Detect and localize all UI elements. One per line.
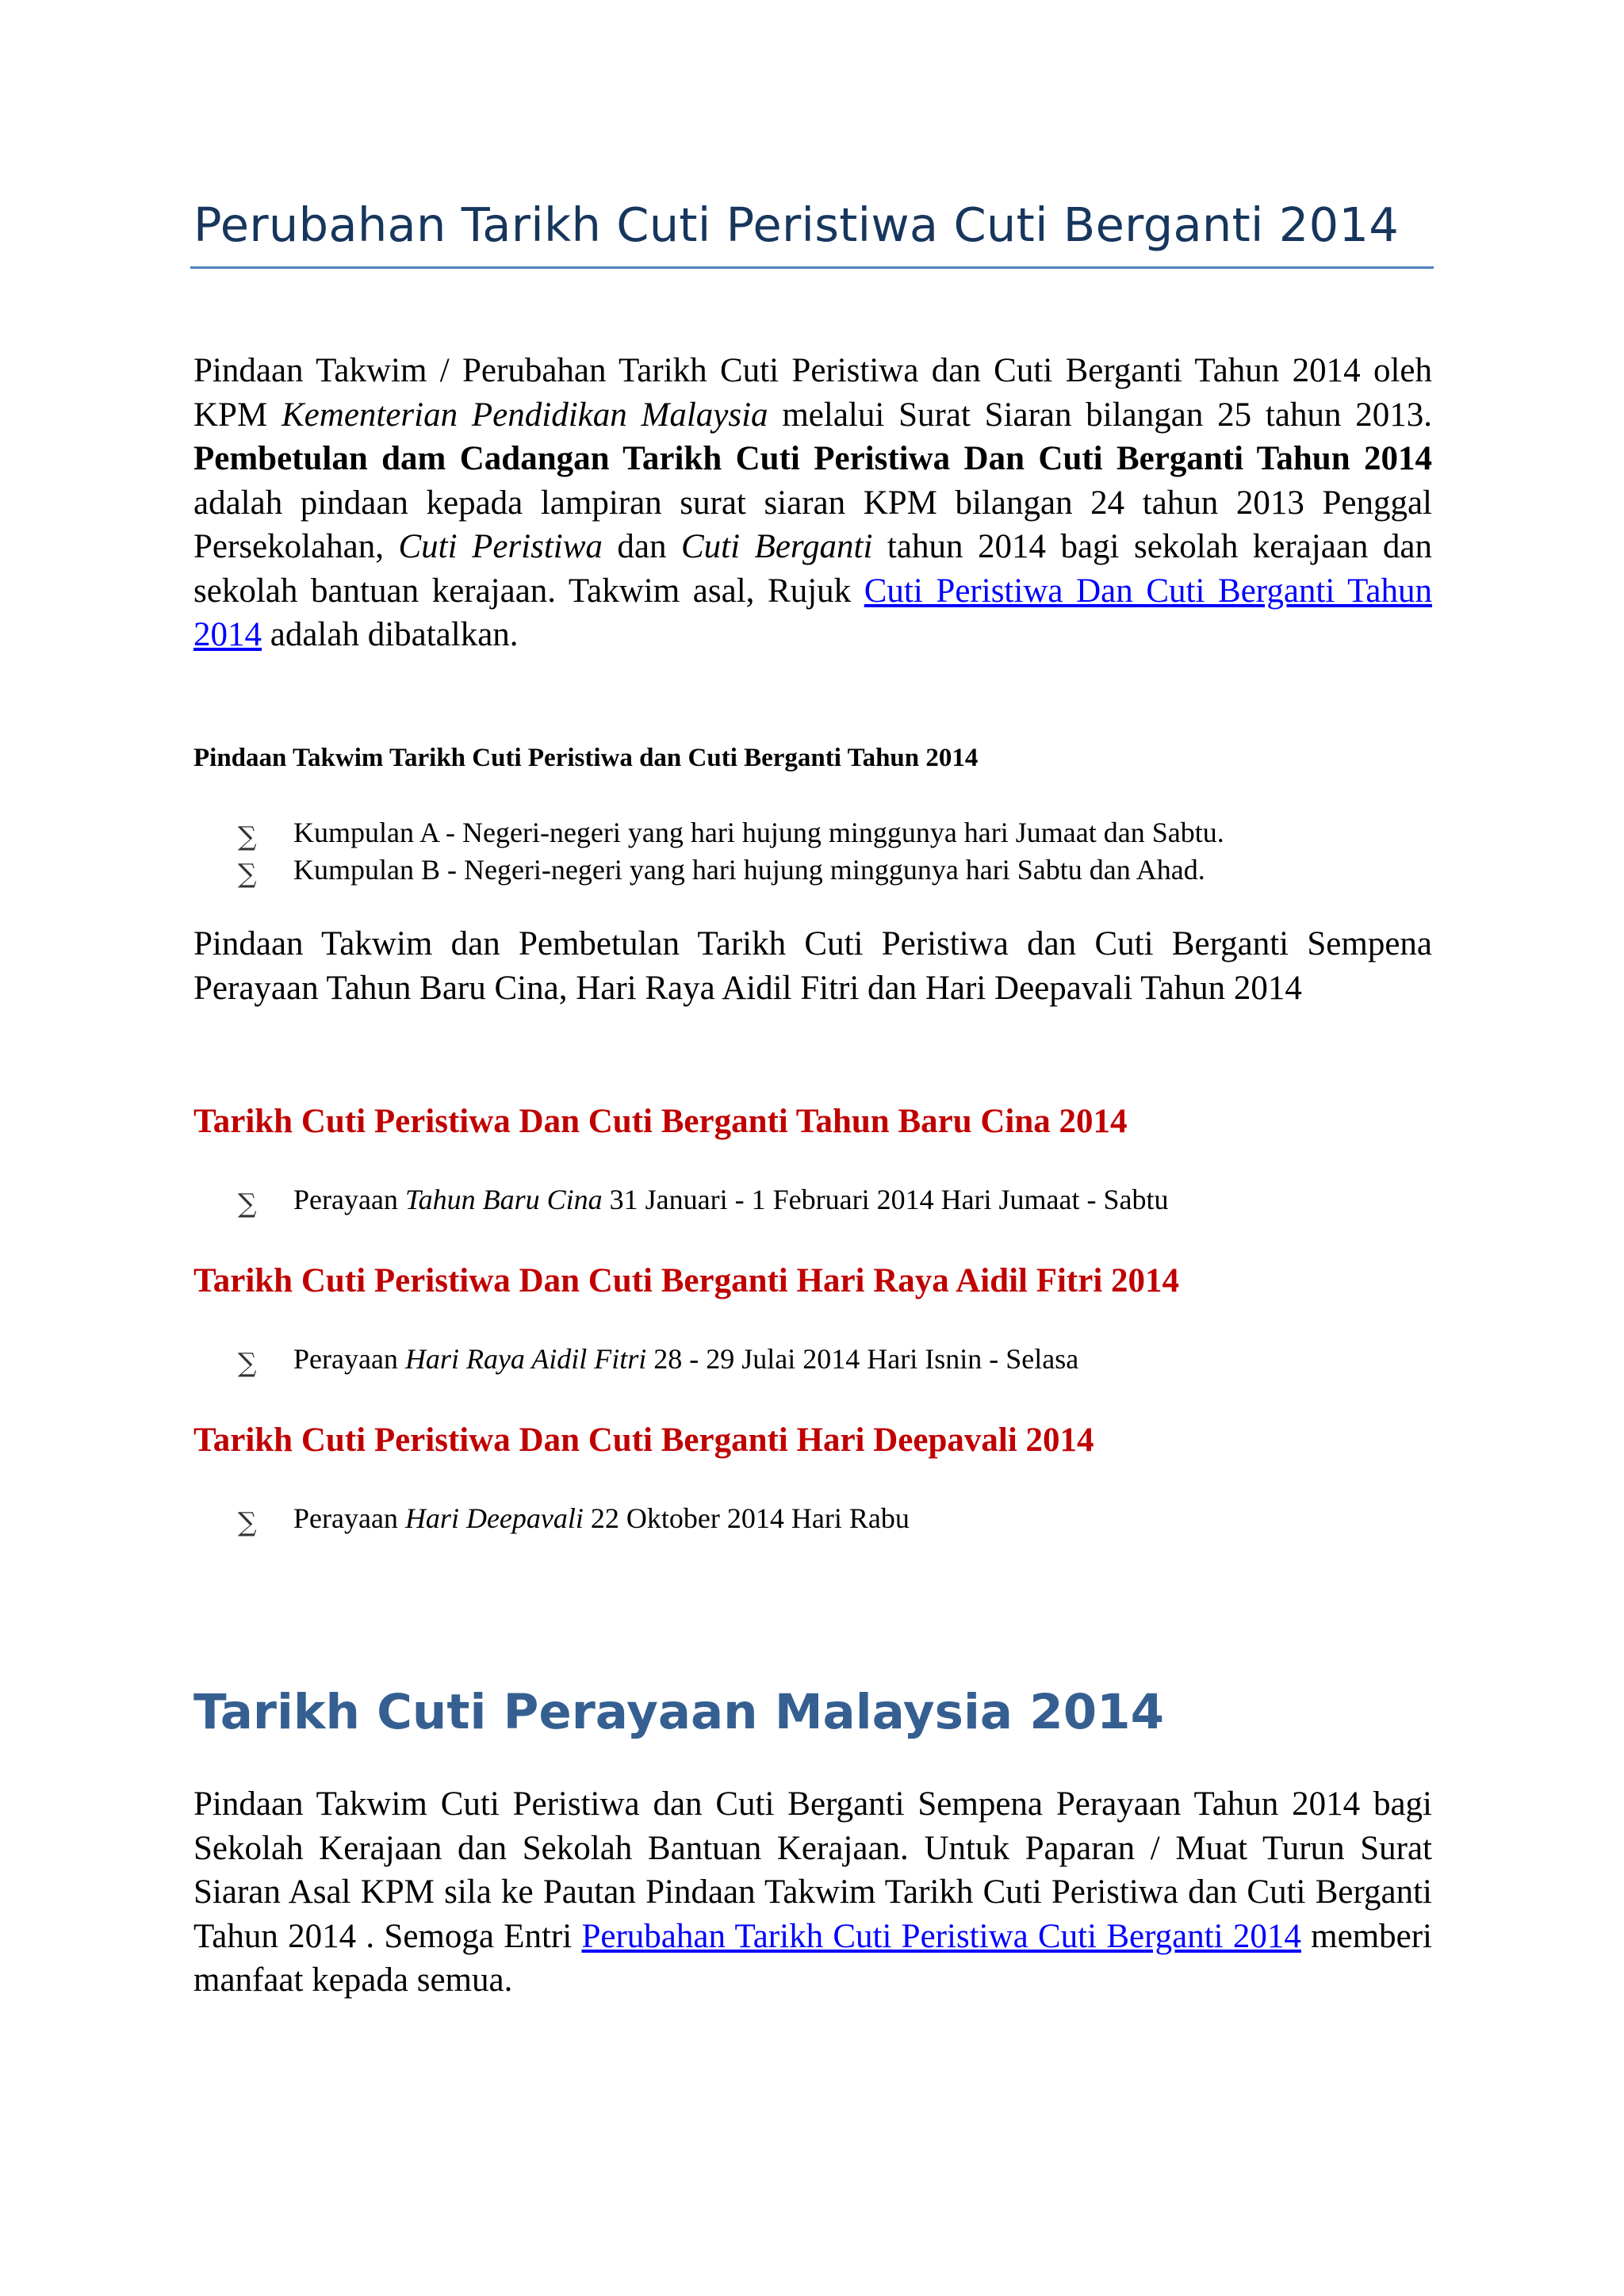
list-item bbox=[238, 1181, 1169, 1219]
intro-italic-kpm: Kementerian Pendidikan Malaysia bbox=[282, 396, 768, 434]
intro-text-6: adalah dibatalkan. bbox=[262, 616, 519, 653]
intro-paragraph bbox=[193, 349, 1432, 657]
intro-text-1: Pindaan Takwim / Perubahan Tarikh Cuti Peristiwa dan Cuti Berganti Tahun 2014 oleh KPM bbox=[193, 352, 1432, 434]
section-list-aidil-fitri bbox=[238, 1341, 1078, 1378]
list-item-prefix: Perayaan bbox=[293, 1184, 405, 1215]
list-item-prefix: Perayaan bbox=[293, 1343, 405, 1375]
kumpulan-list bbox=[238, 814, 1224, 889]
list-item bbox=[238, 814, 1224, 851]
intro-italic-cuti-berganti: Cuti Berganti bbox=[680, 528, 873, 565]
sigma-bullet-icon: ∑ bbox=[238, 858, 257, 889]
intro-italic-cuti-peristiwa: Cuti Peristiwa bbox=[398, 528, 603, 565]
intro-text-2: melalui Surat Siaran bilangan 25 tahun 2013. bbox=[768, 396, 1432, 434]
list-item-text: Kumpulan A - Negeri-negeri yang hari hujung minggunya hari Jumaat dan Sabtu. bbox=[293, 817, 1224, 848]
intro-text-5: tahun 2014 bagi sekolah kerajaan dan sekolah bantuan kerajaan. Takwim asal, Rujuk bbox=[193, 528, 1432, 610]
closing-link[interactable]: Perubahan Tarikh Cuti Peristiwa Cuti Berganti 2014 bbox=[581, 1917, 1301, 1955]
intro-bold-phrase: Pembetulan dam Cadangan Tarikh Cuti Peristiwa Dan Cuti Berganti Tahun 2014 bbox=[193, 440, 1432, 477]
intro-link[interactable]: Cuti Peristiwa Dan Cuti Berganti Tahun 2014 bbox=[193, 572, 1432, 653]
list-item bbox=[238, 1341, 1078, 1378]
festival-name: Hari Deepavali bbox=[404, 1502, 584, 1534]
sigma-bullet-icon: ∑ bbox=[238, 1347, 257, 1378]
takwim-heading: Pindaan Takwim Tarikh Cuti Peristiwa dan Cuti Berganti Tahun 2014 bbox=[193, 744, 979, 772]
section-list-tahun-baru-cina bbox=[238, 1181, 1169, 1219]
list-item bbox=[238, 1500, 910, 1537]
closing-text-2: memberi manfaat kepada semua. bbox=[193, 1917, 1432, 1999]
title-underline-rule bbox=[190, 266, 1434, 269]
section-heading-aidil-fitri: Tarikh Cuti Peristiwa Dan Cuti Berganti Hari Raya Aidil Fitri 2014 bbox=[193, 1262, 1180, 1299]
sigma-bullet-icon: ∑ bbox=[238, 1188, 257, 1219]
intro-text-4: dan bbox=[602, 528, 681, 565]
list-item-prefix: Perayaan bbox=[293, 1502, 405, 1534]
festival-date: 22 Oktober 2014 Hari Rabu bbox=[583, 1502, 910, 1534]
heading-cuti-perayaan: Tarikh Cuti Perayaan Malaysia 2014 bbox=[193, 1684, 1165, 1740]
section-heading-deepavali: Tarikh Cuti Peristiwa Dan Cuti Berganti Hari Deepavali 2014 bbox=[193, 1422, 1094, 1459]
sigma-bullet-icon: ∑ bbox=[238, 1506, 257, 1537]
section-heading-tahun-baru-cina: Tarikh Cuti Peristiwa Dan Cuti Berganti Tahun Baru Cina 2014 bbox=[193, 1103, 1128, 1140]
festival-date: 31 Januari - 1 Februari 2014 Hari Jumaat - Sabtu bbox=[602, 1184, 1169, 1215]
festival-date: 28 - 29 Julai 2014 Hari Isnin - Selasa bbox=[646, 1343, 1079, 1375]
list-item-text: Kumpulan B - Negeri-negeri yang hari hujung minggunya hari Sabtu dan Ahad. bbox=[293, 854, 1205, 886]
sigma-bullet-icon: ∑ bbox=[238, 821, 257, 851]
section-list-deepavali bbox=[238, 1500, 910, 1537]
closing-text-1: Pindaan Takwim Cuti Peristiwa dan Cuti Berganti Sempena Perayaan Tahun 2014 bagi Sekolah Kerajaan dan Sekolah Bantuan Kerajaan. Untuk Paparan / Muat Turun Surat Siaran Asal KPM sila ke Pautan Pindaan Takwim Tarikh Cuti Peristiwa dan Cuti Berganti Tahun 2014 . Semoga Entri bbox=[193, 1785, 1432, 1955]
page-title: Perubahan Tarikh Cuti Peristiwa Cuti Berganti 2014 bbox=[193, 197, 1400, 252]
festival-name: Hari Raya Aidil Fitri bbox=[404, 1343, 647, 1375]
festival-name: Tahun Baru Cina bbox=[404, 1184, 603, 1215]
list-item bbox=[238, 851, 1224, 889]
closing-paragraph bbox=[193, 1782, 1432, 2003]
pindaan-paragraph: Pindaan Takwim dan Pembetulan Tarikh Cuti Peristiwa dan Cuti Berganti Sempena Perayaan Tahun Baru Cina, Hari Raya Aidil Fitri dan Hari Deepavali Tahun 2014 bbox=[193, 925, 1432, 1007]
intro-text-3: adalah pindaan kepada lampiran surat siaran KPM bilangan 24 tahun 2013 Penggal Persekolahan, bbox=[193, 484, 1432, 565]
